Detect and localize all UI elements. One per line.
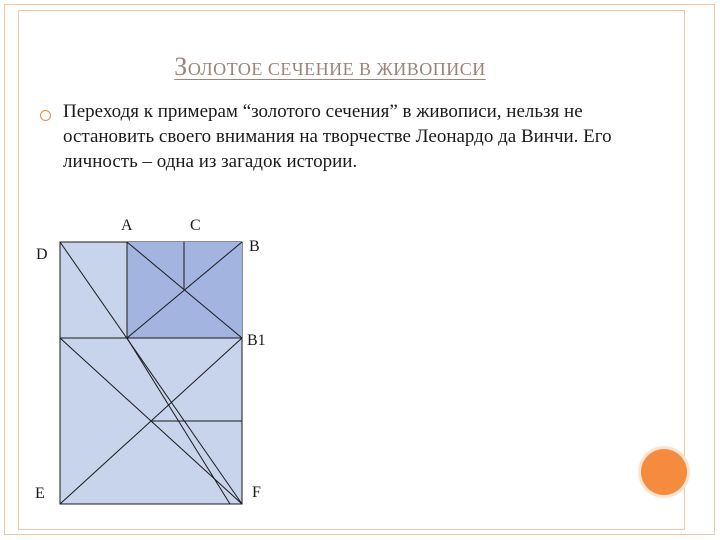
- label-a: A: [121, 217, 133, 234]
- label-b: B: [249, 238, 260, 255]
- label-f: F: [252, 484, 261, 501]
- title-rest: ОЛОТОЕ СЕЧЕНИЕ В ЖИВОПИСИ: [187, 59, 486, 79]
- label-b1: B1: [247, 332, 266, 349]
- label-d: D: [36, 246, 48, 263]
- decorative-orange-circle: [641, 449, 687, 495]
- bullet-text: Переходя к примерам “золотого сечения” в живописи, нельзя не остановить своего внимания на творчестве Леонардо да Винчи. Его личность – одна из загадок истории.: [63, 101, 612, 172]
- title-initial: З: [174, 52, 188, 81]
- label-c: C: [190, 217, 201, 234]
- label-e: E: [35, 485, 45, 502]
